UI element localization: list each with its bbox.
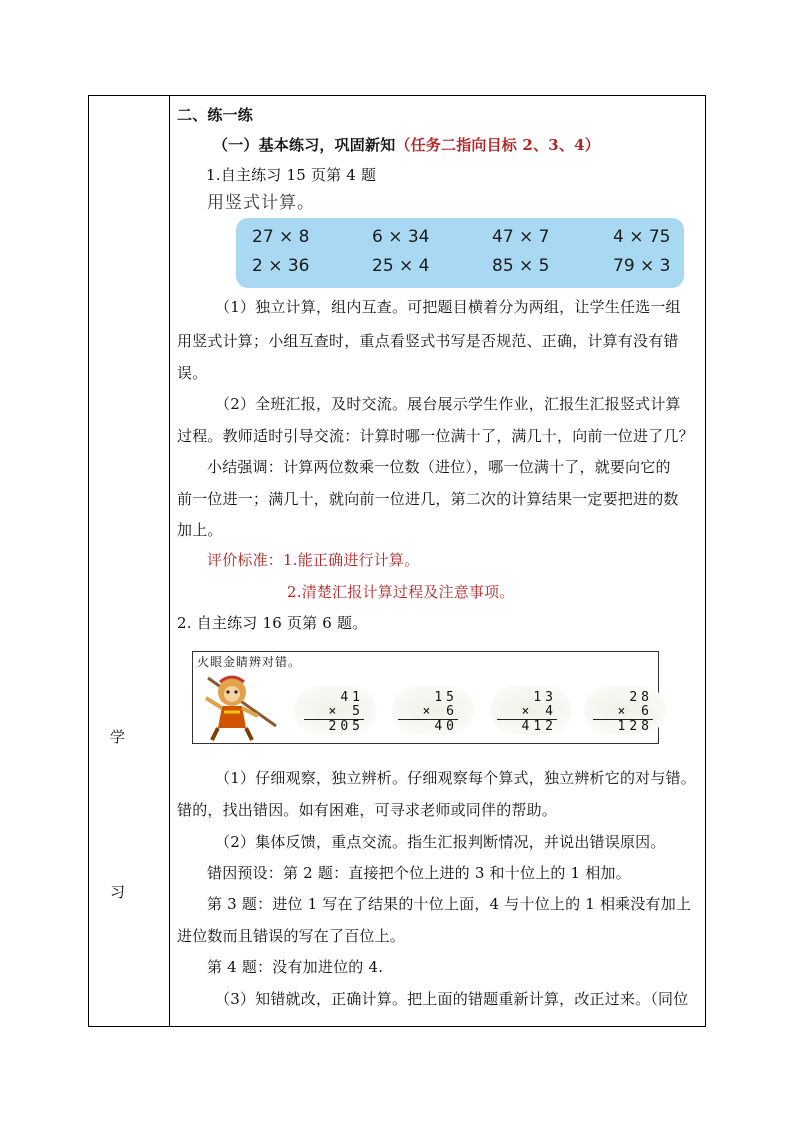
- calc-result: 40: [398, 719, 458, 734]
- item1-exercise-panel: [236, 218, 684, 288]
- item1-image-caption: 用竖式计算。: [207, 193, 315, 213]
- exercise-expression: 6 × 34: [372, 227, 430, 247]
- calc-multiplier: × 6: [422, 704, 458, 719]
- calc-top: 13: [533, 690, 557, 705]
- exercise-expression: 79 × 3: [613, 256, 671, 276]
- item2-p1-line1: （1）仔细观察，独立辨析。仔细观察每个算式，独立辨析它的对与错。: [215, 769, 696, 787]
- calc-result: 128: [593, 719, 653, 734]
- item2-title: 2. 自主练习 16 页第 6 题。: [177, 614, 368, 632]
- item2-image-caption: 火眼金睛辨对错。: [197, 655, 302, 669]
- exercise-expression: 25 × 4: [372, 256, 430, 276]
- item1-p3-line1: 小结强调：计算两位数乘一位数（进位），哪一位满十了，就要向它的: [207, 458, 671, 476]
- item1-p2-line1: （2）全班汇报，及时交流。展台展示学生作业，汇报生汇报竖式计算: [215, 395, 681, 413]
- criteria-item: 2.清楚汇报计算过程及注意事项。: [287, 583, 515, 601]
- column-divider: [169, 95, 170, 1027]
- item2-p4-line1: 第 3 题：进位 1 写在了结果的十位上面，4 与十位上的 1 相乘没有加上: [207, 895, 692, 913]
- calc-top: 28: [629, 690, 653, 705]
- vertical-calculation: [304, 691, 364, 734]
- calc-top: 15: [434, 690, 458, 705]
- subsection-heading: [213, 134, 600, 155]
- side-label-xue: 学: [110, 728, 126, 746]
- item2-p6: （3）知错就改，正确计算。把上面的错题重新计算，改正过来。（同位: [215, 990, 689, 1008]
- exercise-expression: 27 × 8: [252, 227, 310, 247]
- item1-p1-line2: 用竖式计算；小组互查时，重点看竖式书写是否规范、正确，计算有没有错: [177, 332, 679, 350]
- item2-p5: 第 4 题：没有加进位的 4.: [207, 958, 384, 976]
- section-title: 二、练一练: [177, 106, 254, 124]
- exercise-expression: 85 × 5: [492, 256, 550, 276]
- calc-top: 41: [340, 690, 364, 705]
- item1-p3-line3: 加上。: [177, 521, 223, 539]
- side-label-xi: 习: [110, 883, 126, 901]
- monkey-king-illustration: [198, 668, 280, 742]
- item2-p1-line2: 错的，找出错因。如有困难，可寻求老师或同伴的帮助。: [177, 801, 558, 819]
- item2-p4-line2: 进位数而且错误的写在了百位上。: [177, 927, 406, 945]
- item1-p1-line1: （1）独立计算，组内互查。可把题目横着分为两组，让学生任选一组: [215, 298, 681, 316]
- calc-multiplier: × 4: [521, 704, 557, 719]
- calc-multiplier: × 6: [617, 704, 653, 719]
- vertical-calculation: [593, 691, 653, 734]
- vertical-calculation: [398, 691, 458, 734]
- criteria-label: 评价标准：: [207, 551, 284, 569]
- criteria-line1: [207, 549, 419, 570]
- item2-p2: （2）集体反馈，重点交流。指生汇报判断情况，并说出错误原因。: [215, 833, 666, 851]
- item1-p3-line2: 前一位进一；满几十，就向前一位进几，第二次的计算结果一定要把进的数: [177, 490, 679, 508]
- criteria-item: 1.能正确进行计算。: [283, 551, 420, 569]
- item1-title: 1.自主练习 15 页第 4 题: [206, 166, 377, 184]
- exercise-expression: 4 × 75: [613, 227, 671, 247]
- item2-p3: 错因预设：第 2 题：直接把个位上进的 3 和十位上的 1 相加。: [207, 864, 631, 882]
- exercise-expression: 2 × 36: [252, 256, 310, 276]
- calc-multiplier: × 5: [328, 704, 364, 719]
- subsection-task: （任务二指向目标 2、3、4）: [395, 136, 600, 154]
- calc-result: 205: [304, 719, 364, 734]
- subsection-title: （一）基本练习，巩固新知: [213, 136, 396, 154]
- item1-p2-line2: 过程。教师适时引导交流：计算时哪一位满十了，满几十，向前一位进了几？: [177, 427, 694, 445]
- vertical-calculation: [497, 691, 557, 734]
- item1-p1-line3: 误。: [177, 364, 208, 382]
- exercise-expression: 47 × 7: [492, 227, 550, 247]
- calc-result: 412: [497, 719, 557, 734]
